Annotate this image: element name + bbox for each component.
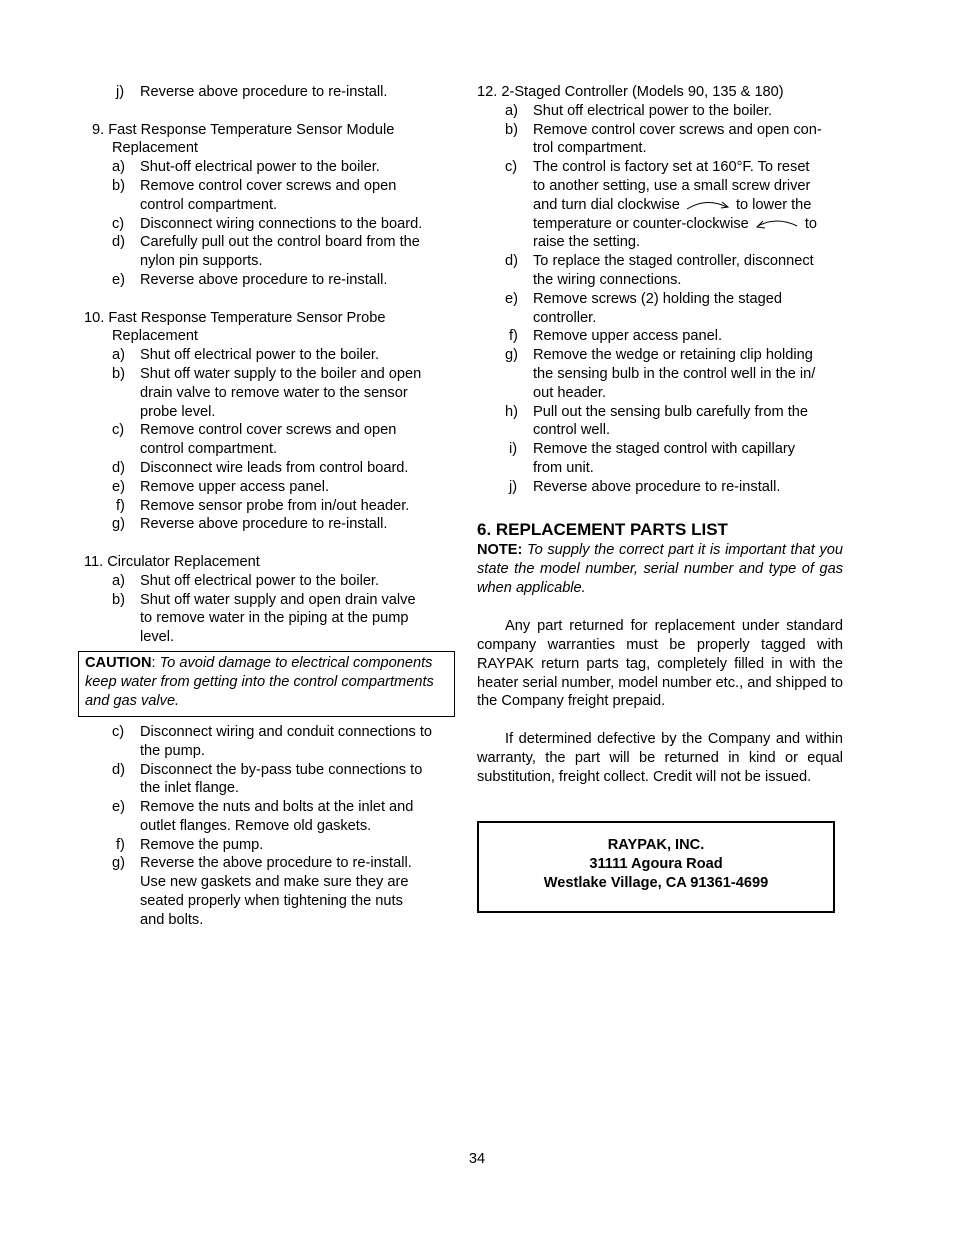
item-label: a) bbox=[112, 159, 125, 176]
item-label: b) bbox=[112, 591, 125, 608]
item-text: drain valve to remove water to the sensor bbox=[140, 384, 408, 401]
list-item bbox=[84, 591, 456, 647]
item-text: Shut off electrical power to the boiler. bbox=[533, 102, 773, 119]
note-label: NOTE: bbox=[477, 542, 523, 559]
item-text: Remove upper access panel. bbox=[533, 328, 723, 345]
section-11-list-a bbox=[84, 572, 456, 647]
item-text: and bolts. bbox=[140, 911, 204, 928]
item-text: probe level. bbox=[140, 403, 216, 420]
caution-text: and gas valve. bbox=[85, 692, 180, 709]
item-text: the sensing bulb in the control well in the in/ bbox=[533, 365, 816, 382]
item-label: j) bbox=[116, 84, 125, 100]
company-name: RAYPAK, INC. bbox=[607, 837, 705, 853]
item-label: g) bbox=[505, 347, 518, 364]
item-text: and turn dial clockwise bbox=[533, 196, 680, 213]
item-text: Use new gaskets and make sure they are bbox=[140, 874, 409, 891]
section-11-list-b bbox=[84, 723, 456, 930]
item-text: Remove the nuts and bolts at the inlet and bbox=[140, 799, 414, 816]
section-12-list-b bbox=[477, 252, 843, 496]
list-item bbox=[477, 440, 843, 478]
item-label: c) bbox=[112, 215, 125, 232]
list-item bbox=[477, 121, 843, 159]
item-text: Reverse above procedure to re-install. bbox=[140, 271, 388, 288]
item-text: level. bbox=[140, 629, 175, 646]
item-text: to bbox=[804, 215, 818, 232]
item-text: outlet flanges. Remove old gaskets. bbox=[140, 817, 372, 834]
item-label: d) bbox=[505, 253, 518, 270]
list-item bbox=[84, 271, 456, 290]
section-10-list bbox=[84, 346, 456, 534]
list-item bbox=[84, 723, 456, 761]
list-item bbox=[477, 252, 843, 290]
list-item bbox=[477, 346, 843, 402]
item-label: d) bbox=[112, 761, 125, 778]
item-text: To replace the staged controller, disconnect bbox=[533, 253, 814, 270]
section-heading-10 bbox=[84, 309, 456, 328]
item-text: to another setting, use a small screw driver bbox=[533, 177, 811, 194]
item-label: g) bbox=[112, 516, 125, 533]
section-title: 9. Fast Response Temperature Sensor Module bbox=[92, 121, 395, 138]
item-text: Reverse above procedure to re-install. bbox=[140, 84, 388, 100]
caution-text: To avoid damage to electrical components bbox=[159, 654, 433, 671]
item-text: the pump. bbox=[140, 742, 205, 759]
section-title: 10. Fast Response Temperature Sensor Probe bbox=[84, 309, 386, 326]
section-title: 11. Circulator Replacement bbox=[84, 553, 260, 570]
list-item bbox=[477, 478, 843, 497]
caution-label: CAUTION bbox=[85, 654, 152, 671]
section-heading-11 bbox=[84, 553, 456, 572]
item-text: Remove screws (2) holding the staged bbox=[533, 290, 783, 307]
item-text: Remove control cover screws and open bbox=[140, 422, 397, 439]
item-text: to lower the bbox=[735, 196, 812, 213]
item-text: Reverse above procedure to re-install. bbox=[533, 478, 781, 495]
item-text: Shut off water supply to the boiler and open bbox=[140, 365, 422, 382]
item-text: Remove the wedge or retaining clip holding bbox=[533, 347, 813, 364]
paragraph: Any part returned for replacement under standard company warranties must be properly tagged with RAYPAK return parts tag, completely filled in with the heater serial number, model number etc., and shipped to the Company freight prepaid. bbox=[477, 618, 843, 710]
list-item bbox=[84, 478, 456, 497]
section-heading-12 bbox=[477, 83, 843, 102]
page-number: 34 bbox=[468, 1151, 486, 1167]
caution-text: keep water from getting into the control compartments bbox=[85, 673, 434, 690]
item-text: trol compartment. bbox=[533, 140, 647, 157]
list-item bbox=[477, 102, 843, 121]
item-label: b) bbox=[112, 365, 125, 382]
item-label: h) bbox=[505, 403, 518, 420]
item-text: Remove the staged control with capillary bbox=[533, 441, 796, 458]
list-item bbox=[84, 459, 456, 478]
list-item bbox=[84, 761, 456, 799]
item-text: The control is factory set at 160°F. To reset bbox=[533, 159, 810, 176]
counter-clockwise-arrow-icon bbox=[753, 217, 801, 231]
list-item bbox=[84, 215, 456, 234]
item-text: Remove control cover screws and open bbox=[140, 177, 397, 194]
item-text: from unit. bbox=[533, 459, 594, 476]
item-text: the inlet flange. bbox=[140, 780, 239, 797]
item-label: d) bbox=[112, 459, 125, 476]
list-item bbox=[84, 836, 456, 855]
list-item bbox=[477, 158, 843, 252]
item-text: temperature or counter-clockwise bbox=[533, 215, 749, 232]
section-heading-9 bbox=[84, 121, 456, 140]
paragraph: If determined defective by the Company and within warranty, the part will be returned in kind or equal substitution, freight collect. Credit will not be issued. bbox=[477, 730, 843, 785]
list-item bbox=[84, 233, 456, 271]
list-item bbox=[84, 572, 456, 591]
item-label: e) bbox=[505, 290, 518, 307]
list-item bbox=[84, 158, 456, 177]
note-text: To supply the correct part it is important that you state the model number, serial number and type of gas when applicable. bbox=[477, 542, 843, 597]
item-text: Shut-off electrical power to the boiler. bbox=[140, 159, 380, 176]
item-text: to remove water in the piping at the pump bbox=[140, 610, 409, 627]
item-text: Disconnect wire leads from control board. bbox=[140, 459, 409, 476]
list-item bbox=[84, 346, 456, 365]
note bbox=[477, 541, 843, 598]
item-text: Pull out the sensing bulb carefully from the bbox=[533, 403, 809, 420]
section-heading-cont bbox=[84, 139, 456, 158]
item-text: out header. bbox=[533, 384, 607, 401]
item-text: Remove sensor probe from in/out header. bbox=[140, 497, 410, 514]
item-text: Shut off electrical power to the boiler. bbox=[140, 347, 380, 364]
item-text: controller. bbox=[533, 309, 597, 326]
clockwise-arrow-icon bbox=[684, 198, 732, 212]
city-address: Westlake Village, CA 91361-4699 bbox=[543, 875, 769, 891]
item-label: b) bbox=[505, 121, 518, 138]
list-item bbox=[84, 497, 456, 516]
item-text: control compartment. bbox=[140, 196, 278, 213]
item-label: f) bbox=[116, 836, 125, 853]
item-label: f) bbox=[116, 497, 125, 514]
item-label: c) bbox=[505, 159, 518, 176]
item-label: a) bbox=[505, 102, 518, 119]
list-item bbox=[84, 421, 456, 459]
item-text: Shut off electrical power to the boiler. bbox=[140, 572, 380, 589]
item-text: Reverse the above procedure to re-install. bbox=[140, 855, 412, 872]
item-text: Remove upper access panel. bbox=[140, 478, 330, 495]
item-label: e) bbox=[112, 478, 125, 495]
list-item bbox=[84, 515, 456, 534]
list-item bbox=[477, 327, 843, 346]
section-9-list bbox=[84, 158, 456, 290]
item-text: Carefully pull out the control board from the bbox=[140, 234, 420, 251]
item-label: c) bbox=[112, 723, 125, 740]
item-text: Remove the pump. bbox=[140, 836, 264, 853]
item-text: raise the setting. bbox=[533, 234, 641, 251]
list-item bbox=[477, 290, 843, 328]
caution-box: CAUTION: To avoid damage to electrical components keep water from getting into the control compartments and gas valve. bbox=[78, 651, 455, 717]
list-item bbox=[477, 403, 843, 441]
item-label: j) bbox=[509, 478, 518, 495]
item-label: d) bbox=[112, 234, 125, 251]
section-title: 12. 2-Staged Controller (Models 90, 135 & 180) bbox=[477, 84, 784, 100]
section-title-cont: Replacement bbox=[112, 140, 198, 157]
section-12-list-a bbox=[477, 102, 843, 158]
item-label: a) bbox=[112, 347, 125, 364]
list-item bbox=[84, 365, 456, 421]
list-item bbox=[84, 83, 456, 102]
section-heading-parts-list: 6. REPLACEMENT PARTS LIST bbox=[477, 520, 728, 540]
item-label: c) bbox=[112, 422, 125, 439]
item-text: control well. bbox=[533, 422, 611, 439]
item-text: Reverse above procedure to re-install. bbox=[140, 516, 388, 533]
address-box bbox=[477, 821, 835, 913]
item-text: the wiring connections. bbox=[533, 271, 682, 288]
item-text: Disconnect wiring connections to the board. bbox=[140, 215, 423, 232]
item-text: Disconnect the by-pass tube connections to bbox=[140, 761, 423, 778]
item-text: seated properly when tightening the nuts bbox=[140, 893, 403, 910]
item-text: nylon pin supports. bbox=[140, 253, 263, 270]
list-item bbox=[84, 177, 456, 215]
list-item bbox=[84, 798, 456, 836]
item-text: Disconnect wiring and conduit connections to bbox=[140, 723, 433, 740]
left-column bbox=[84, 83, 456, 930]
list-item bbox=[84, 854, 456, 929]
item-label: e) bbox=[112, 799, 125, 816]
item-label: f) bbox=[509, 328, 518, 345]
item-label: g) bbox=[112, 855, 125, 872]
item-text: Shut off water supply and open drain valve bbox=[140, 591, 416, 608]
item-label: i) bbox=[509, 441, 518, 458]
section-heading-cont bbox=[84, 327, 456, 346]
section-title-cont: Replacement bbox=[112, 328, 198, 345]
item-text: control compartment. bbox=[140, 441, 278, 458]
item-text: Remove control cover screws and open con- bbox=[533, 121, 822, 138]
street-address: 31111 Agoura Road bbox=[589, 856, 723, 872]
item-label: a) bbox=[112, 572, 125, 589]
item-label: e) bbox=[112, 271, 125, 288]
item-label: b) bbox=[112, 177, 125, 194]
right-column bbox=[477, 83, 843, 786]
